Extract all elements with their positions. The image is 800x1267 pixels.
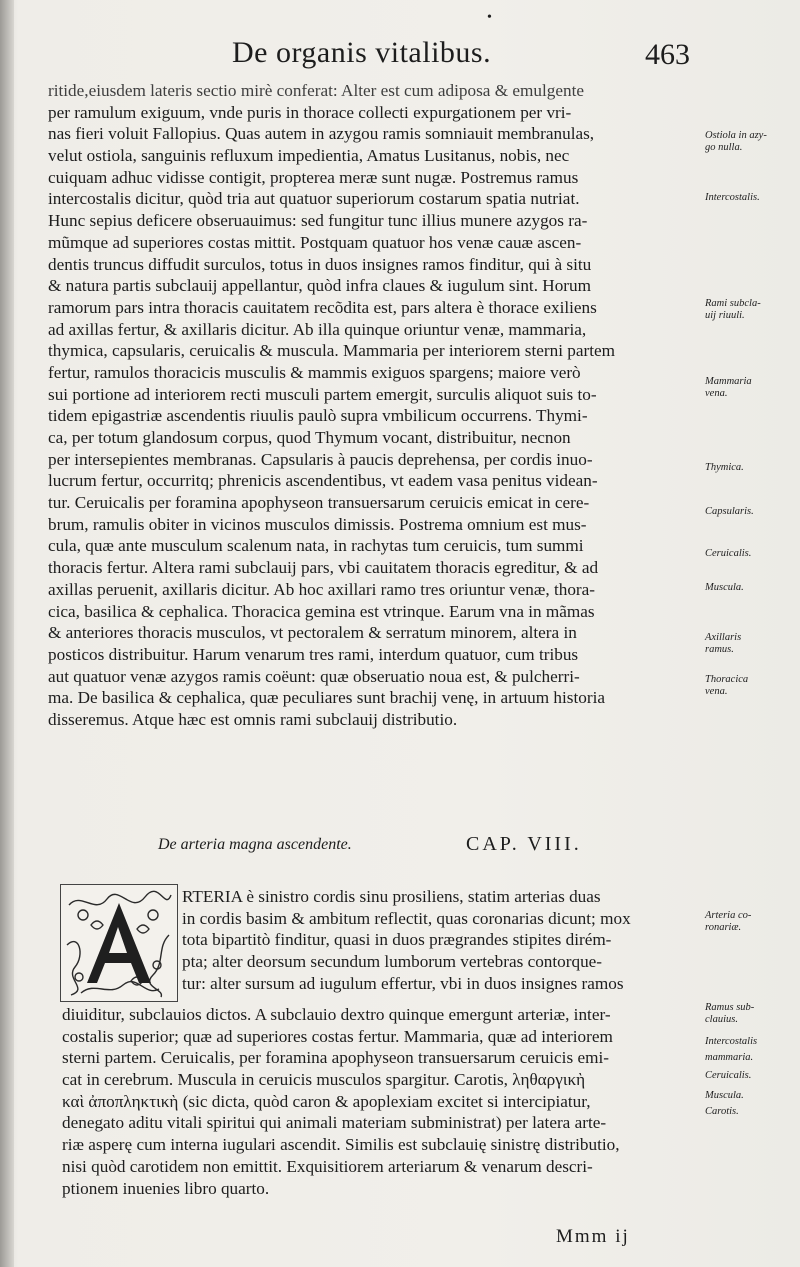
text-line: ca, per totum glandosum corpus, quod Thymum vocant, distribuitur, necnon xyxy=(48,428,571,447)
text-line: disseremus. Atque hæc est omnis rami subclauij distributio. xyxy=(48,709,458,729)
text-line: tota bipartitò finditur, quasi in duos prægrandes stipites dirém- xyxy=(182,930,612,950)
running-header: De organis vitalibus. xyxy=(232,36,492,69)
text-line: cuiquam adhuc vidisse contigit, propterea meræ sunt nugæ. Postremus ramus xyxy=(48,167,579,187)
text-line: ad axillas fertur, & axillaris dicitur. Ab illa quinque oriuntur venæ, mammaria, xyxy=(48,319,587,339)
margin-note: Axillaris ramus. xyxy=(705,632,742,655)
text-line: dentis truncus diffudit surculos, totus in duos insignes ramos finditur, qui à situ xyxy=(48,254,592,274)
text-line: fertur, ramulos thoracicis musculis & mammis exiguos spargens; maiore verò xyxy=(48,362,581,382)
text-line: velut ostiola, sanguinis refluxum impedientia, Amatus Lusitanus, nobis, nec xyxy=(48,146,570,166)
chapter-number: CAP. VIII. xyxy=(466,833,582,855)
text-line: diuiditur, subclauios dictos. A subclauio dextro quinque emergunt arteriæ, inter- xyxy=(62,1005,611,1024)
text-line: nas fieri voluit Fallopius. Quas autem in azygou ramis somniauit membranulas, xyxy=(48,124,595,144)
margin-note: Intercostalis xyxy=(705,1036,758,1047)
margin-note: Ceruicalis. xyxy=(705,1070,752,1081)
text-line: sterni partem. Ceruicalis, per foramina apophyseon transuersarum ceruicis emi- xyxy=(62,1048,609,1068)
margin-note: Rami subcla- uij riuuli. xyxy=(705,298,761,321)
main-text-block xyxy=(48,80,700,731)
margin-note: Muscula. xyxy=(705,1090,744,1101)
chapter-subject: De arteria magna ascendente. xyxy=(158,836,352,853)
text-line: cica, basilica & cephalica. Thoracica gemina est vtrinque. Earum vna in mãmas xyxy=(48,601,595,621)
chapter-heading xyxy=(158,833,718,862)
text-line: nisi quòd carotidem non emittit. Exquisitiorem arteriarum & venarum descri- xyxy=(62,1156,593,1176)
text-line: tidem epigastriæ ascendentis riuulis paulò supra vmbilicum occurrens. Thymi- xyxy=(48,406,588,426)
text-line: ritide,eiusdem lateris sectio mirè conferat: Alter est cum adiposa & emulgente xyxy=(48,81,584,100)
margin-note: mammaria. xyxy=(705,1052,754,1063)
margin-note: Ramus sub- clauius. xyxy=(705,1002,755,1025)
text-line: pta; alter deorsum secundum lumborum vertebras contorque- xyxy=(182,952,603,972)
margin-note: Carotis. xyxy=(705,1106,739,1117)
indented-text-block xyxy=(182,886,702,994)
ornament-vine-icon xyxy=(61,885,177,1001)
text-line: thymica, capsularis, ceruicalis & muscula. Mammaria per interiorem sterni partem xyxy=(48,341,615,361)
decorated-initial xyxy=(60,884,178,1002)
text-line: ramorum pars intra thoracis cauitatem recõdita est, pars altera è thorace exiliens xyxy=(48,297,597,317)
text-line: & natura partis subclauij appellantur, quòd infra claues & iugulum sint. Horum xyxy=(48,276,591,296)
text-line: & anteriores thoracis musculos, vt pectoralem & serratum minorem, altera in xyxy=(48,623,577,643)
text-line: intercostalis dicitur, quòd tria aut quatuor superiorum costarum spatia nutriat. xyxy=(48,189,580,209)
text-line: in cordis basim & ambitum reflectit, quas coronarias dicunt; mox xyxy=(182,908,631,928)
margin-note: Thymica. xyxy=(705,462,744,473)
margin-notes xyxy=(705,0,800,1267)
text-line: axillas peruenit, axillaris dicitur. Ab hoc axillari ramo tres oriuntur venæ, thora- xyxy=(48,579,595,599)
text-line: Hunc sepius deficere obseruauimus: sed fungitur tunc illius munere azygos ra- xyxy=(48,211,588,231)
text-line: lucrum fertur, occurritq; phrenicis ascendentibus, vt eadem vasa penitus videan- xyxy=(48,471,598,491)
text-line: costalis superior; quæ ad superiores costas fertur. Mammaria, quæ ad interiorem xyxy=(62,1026,613,1046)
text-line: cula, quæ ante musculum scalenum nata, in rachytas tum ceruicis, tum summi xyxy=(48,536,584,556)
margin-note: Ostiola in azy- go nulla. xyxy=(705,130,767,153)
full-text-block xyxy=(62,1004,702,1199)
text-line: riæ asperę cum interna iugulari ascendit. Similis est subclauię sinistrę distributio, xyxy=(62,1135,620,1155)
page-edge xyxy=(0,0,14,1267)
text-line: per intersepientes membranas. Capsularis à paucis deprehensa, per cordis inuo- xyxy=(48,449,593,469)
text-line: RTERIA è sinistro cordis sinu prosiliens, statim arterias duas xyxy=(182,887,601,906)
text-line: tur: alter sursum ad iugulum effertur, vbi in duos insignes ramos xyxy=(182,973,624,993)
ink-dot: • xyxy=(487,10,492,25)
text-line: καὶ ἀποπληκτικὴ (sic dicta, quòd caron & apoplexiam excitet si intercipiatur, xyxy=(62,1091,591,1111)
text-line: posticos distribuitur. Harum venarum tres rami, interdum quatuor, cum tribus xyxy=(48,644,579,664)
text-line: aut quatuor venæ azygos ramis coëunt: quæ obseruatio noua est, & pulcherri- xyxy=(48,666,580,686)
text-line: cat in cerebrum. Muscula in ceruicis musculos spargitur. Carotis, ληθαργικὴ xyxy=(62,1070,586,1090)
margin-note: Arteria co- ronariæ. xyxy=(705,910,752,933)
catchword: Mmm ij xyxy=(556,1226,630,1247)
margin-note: Intercostalis. xyxy=(705,192,760,203)
margin-note: Muscula. xyxy=(705,582,744,593)
text-line: per ramulum exiguum, vnde puris in thorace collecti expurgationem per vri- xyxy=(48,102,572,122)
text-line: tur. Ceruicalis per foramina apophyseon transuersarum ceruicis emicat in cere- xyxy=(48,493,590,513)
page-number: 463 xyxy=(645,38,690,71)
text-line: sui portione ad interiorem recti musculi partem emergit, surculis aliquot suis to- xyxy=(48,384,597,404)
text-line: ma. De basilica & cephalica, quæ peculiares sunt brachij venę, in artuum historia xyxy=(48,688,605,708)
text-line: thoracis fertur. Altera rami subclauij pars, vbi cauitatem thoracis egreditur, & ad xyxy=(48,558,599,578)
margin-note: Mammaria vena. xyxy=(705,376,752,399)
margin-note: Capsularis. xyxy=(705,506,754,517)
margin-note: Thoracica vena. xyxy=(705,674,749,697)
text-line: ptionem inuenies libro quarto. xyxy=(62,1178,270,1198)
margin-note: Ceruicalis. xyxy=(705,548,752,559)
text-line: brum, ramulis obiter in vicinos musculos dimissis. Postrema omnium est mus- xyxy=(48,514,587,534)
text-line: mũmque ad superiores costas mittit. Postquam quatuor hos venæ cauæ ascen- xyxy=(48,232,582,252)
text-line: denegato aditu vitali spiritui qui animali materiam subministrat) per latera arte- xyxy=(62,1113,607,1133)
